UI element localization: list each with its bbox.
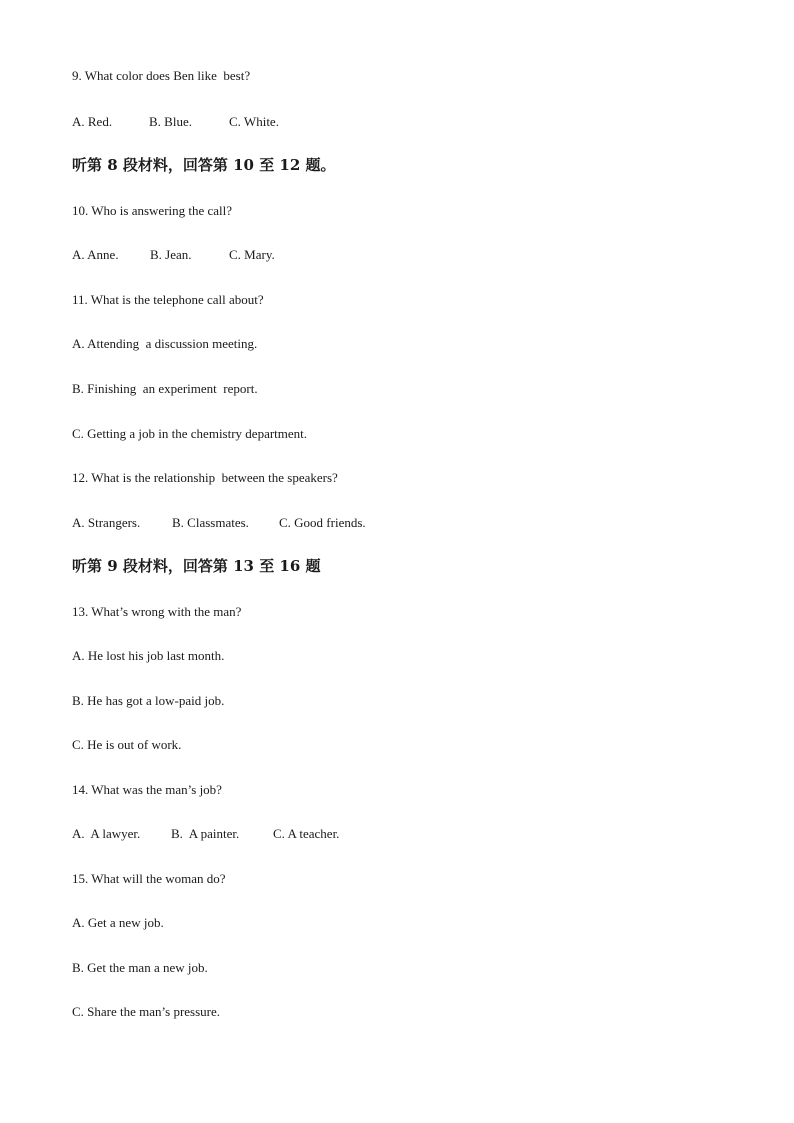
option-b: B. Jean. xyxy=(150,247,192,262)
question-11: 11. What is the telephone call about? xyxy=(72,292,264,307)
option-c: C. Good friends. xyxy=(279,515,366,530)
option-a: A. He lost his job last month. xyxy=(72,648,225,663)
option-b: B. Blue. xyxy=(149,114,192,129)
question-15: 15. What will the woman do? xyxy=(72,871,226,886)
option-a: A. Get a new job. xyxy=(72,915,164,930)
option-a: A. A lawyer. xyxy=(72,826,141,841)
question-10: 10. Who is answering the call? xyxy=(72,203,233,218)
question-12: 12. What is the relationship between the speakers? xyxy=(72,470,338,485)
option-b: B. Classmates. xyxy=(172,515,249,530)
option-b: B. He has got a low-paid job. xyxy=(72,693,225,708)
option-c: C. A teacher. xyxy=(273,826,340,841)
option-c: C. Getting a job in the chemistry department. xyxy=(72,426,308,441)
option-a: A. Red. xyxy=(72,114,113,129)
question-13: 13. What’s wrong with the man? xyxy=(72,604,242,619)
option-a: A. Strangers. xyxy=(72,515,141,530)
option-c: C. He is out of work. xyxy=(72,737,182,752)
option-c: C. White. xyxy=(229,114,279,129)
section-9-heading: 听第 9 段材料，回答第 13 至 16 题 xyxy=(72,557,321,575)
option-a: A. Anne. xyxy=(72,247,119,262)
option-c: C. Share the man’s pressure. xyxy=(72,1004,221,1019)
option-b: B. Get the man a new job. xyxy=(72,960,208,975)
option-b: B. Finishing an experiment report. xyxy=(72,381,258,396)
option-a: A. Attending a discussion meeting. xyxy=(72,336,258,351)
option-c: C. Mary. xyxy=(229,247,275,262)
section-8-heading: 听第 8 段材料，回答第 10 至 12 题。 xyxy=(72,156,336,174)
question-14: 14. What was the man’s job? xyxy=(72,782,222,797)
option-b: B. A painter. xyxy=(171,826,240,841)
question-9: 9. What color does Ben like best? xyxy=(72,68,251,83)
